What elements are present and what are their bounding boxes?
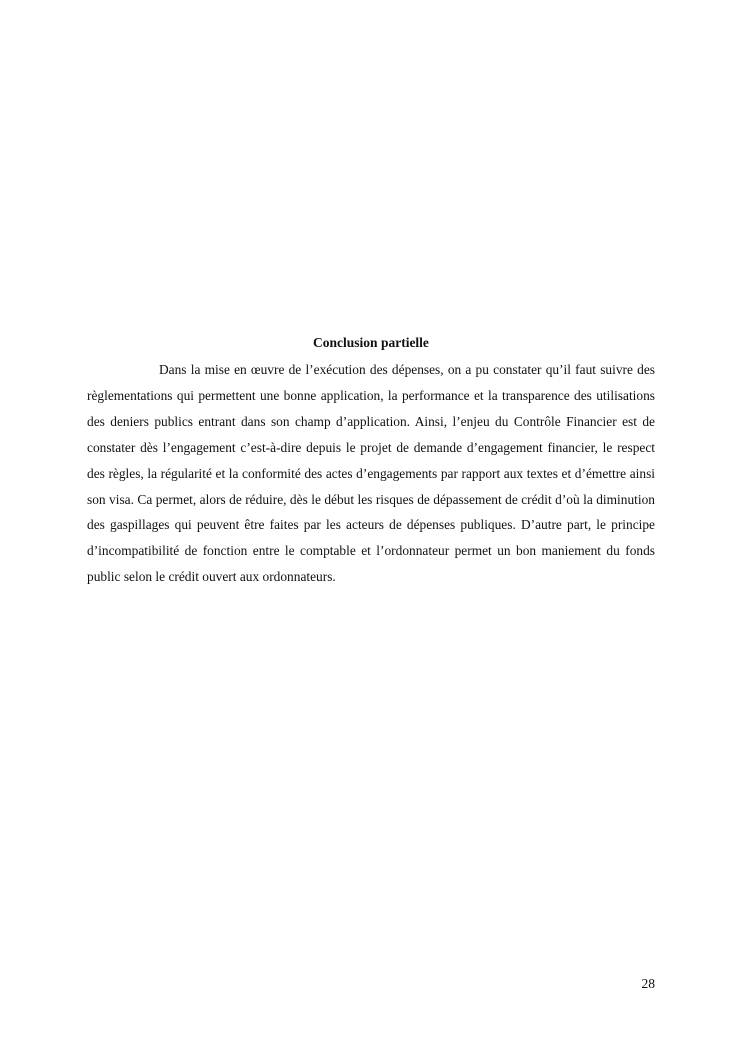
page-number: 28 bbox=[641, 976, 655, 991]
body-paragraph: Dans la mise en œuvre de l’exécution des dépenses, on a pu constater qu’il faut suivre des règlementations qui permettent une bonne application, la performance et la transparence des utilisations des deniers publics entrant dans son champ d’application. Ainsi, l’enjeu du Contrôle Financier est de constater dès l’engagement c’est-à-dire depuis le projet de demande d’engagement financier, le respect des règles, la régularité et la conformité des actes d’engagements par rapport aux textes et d’émettre ainsi son visa. Ca permet, alors de réduire, dès le début les risques de dépassement de crédit d’où la diminution des gaspillages qui peuvent être faites par les acteurs de dépenses publiques. D’autre part, le principe d’incompatibilité de fonction entre le comptable et l’ordonnateur permet un bon maniement du fonds public selon le crédit ouvert aux ordonnateurs. bbox=[87, 362, 655, 585]
section-title: Conclusion partielle bbox=[313, 335, 429, 350]
